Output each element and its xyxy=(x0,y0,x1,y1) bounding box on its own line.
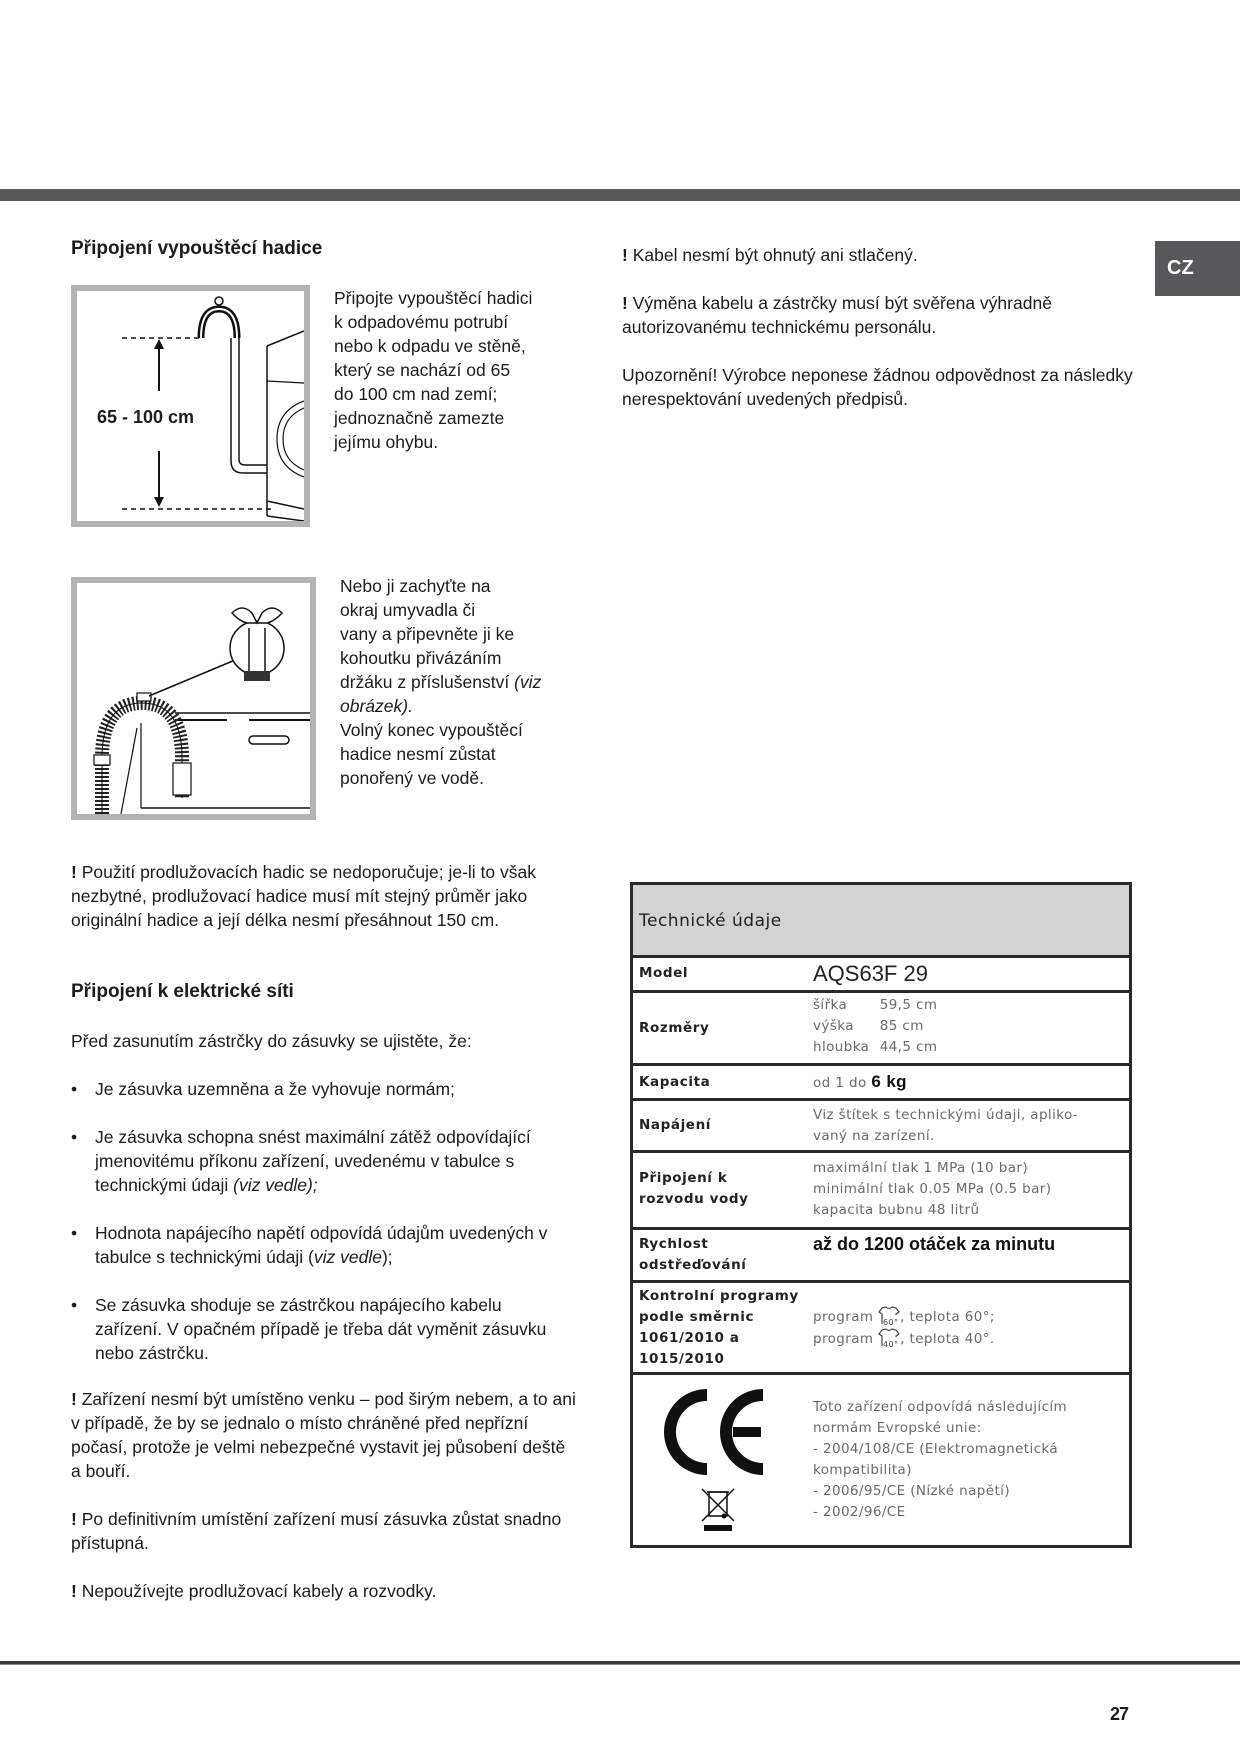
manufacturer-warning: Upozornění! Výrobce neponese žádnou odpovědnost za následky nerespektování uvedených předpisů. xyxy=(622,365,1133,409)
spin-value: až do 1200 otáček za minutu xyxy=(813,1234,1056,1254)
dim-value: 44,5 cm xyxy=(879,1039,938,1055)
text-line: Volný konec vypouštěcí xyxy=(340,720,523,740)
text-line: Připojte vypouštěcí hadici xyxy=(334,288,533,308)
table-row-model xyxy=(633,958,1129,993)
footer-rule xyxy=(0,1661,1240,1665)
exclamation-icon: ! xyxy=(622,245,628,265)
label-line: Připojení k xyxy=(639,1170,728,1186)
note-text: Výměna kabelu a zástrčky musí být svěřena výhradně autorizovanému technickému personálu. xyxy=(622,293,1052,337)
row-label xyxy=(639,1234,747,1276)
text-line: Nebo ji zachyťte na xyxy=(340,576,491,596)
label-line: rozvodu vody xyxy=(639,1191,749,1207)
dim-name: výška xyxy=(813,1018,854,1034)
drain-instruction-text xyxy=(334,286,532,454)
weee-crossed-bin-icon xyxy=(700,1487,736,1533)
capacity-max: 6 kg xyxy=(871,1072,907,1091)
item-text: ); xyxy=(381,1247,393,1267)
bullet-icon: • xyxy=(71,1079,78,1099)
page-number: 27 xyxy=(1109,1704,1128,1724)
dimension-width xyxy=(813,995,937,1016)
cable-bend-note xyxy=(622,243,1142,267)
socket-access-note xyxy=(71,1507,576,1555)
text-line: vany a připevněte ji ke xyxy=(340,624,515,644)
drain-height-figure xyxy=(71,285,310,527)
exclamation-icon: ! xyxy=(71,862,77,882)
program-line xyxy=(813,1328,995,1350)
text-line xyxy=(340,670,541,694)
washing-machine-drain-illustration xyxy=(77,291,304,521)
row-label: Napájení xyxy=(639,1117,712,1133)
shirt-temp-label: 40° xyxy=(883,1340,899,1348)
dim-value: 59,5 cm xyxy=(879,997,938,1013)
no-extension-cable-note xyxy=(71,1579,576,1603)
text-line: ponořený ve vodě. xyxy=(340,768,484,788)
table-row-spin xyxy=(633,1230,1129,1283)
language-tab xyxy=(1155,241,1240,296)
value-line: Toto zařízení odpovídá následujícím xyxy=(813,1399,1068,1415)
top-bar xyxy=(0,189,1240,201)
table-row-capacity xyxy=(633,1066,1129,1101)
italic-ref: (viz xyxy=(514,672,542,692)
program-line xyxy=(813,1306,995,1328)
text-line: nebo k odpadu ve stěně, xyxy=(334,336,526,356)
text-span: držáku z příslušenství xyxy=(340,672,510,692)
text-line: jednoznačně zamezte xyxy=(334,408,505,428)
program-suffix: , teplota 40°. xyxy=(900,1331,995,1347)
bullet-icon: • xyxy=(71,1223,78,1243)
checklist-item xyxy=(71,1221,571,1269)
row-label: Rozměry xyxy=(639,1020,710,1036)
row-label: Kapacita xyxy=(639,1074,711,1090)
electric-heading: Připojení k elektrické síti xyxy=(71,981,294,1002)
italic-ref: obrázek). xyxy=(340,696,413,716)
label-line: 1015/2010 xyxy=(639,1351,725,1367)
table-row-power xyxy=(633,1101,1129,1153)
label-line: 1061/2010 a xyxy=(639,1330,740,1346)
dimensions-values xyxy=(813,995,937,1058)
row-label xyxy=(639,1286,799,1370)
table-row-water xyxy=(633,1153,1129,1230)
value-line: Viz štítek s technickými údaji, apliko- xyxy=(813,1107,1079,1123)
note-text: Kabel nesmí být ohnutý ani stlačený. xyxy=(632,245,918,265)
technical-data-table xyxy=(630,882,1132,1548)
italic-ref: viz vedle xyxy=(313,1247,382,1267)
text-line xyxy=(340,694,541,718)
value-line: maximální tlak 1 MPa (10 bar) xyxy=(813,1160,1028,1176)
text-line: do 100 cm nad zemí; xyxy=(334,384,498,404)
table-row-compliance xyxy=(633,1375,1129,1545)
dim-name: hloubka xyxy=(813,1039,870,1055)
shirt-temp-label: 60° xyxy=(883,1318,899,1326)
extension-hose-note xyxy=(71,860,571,932)
value-line: kompatibilita) xyxy=(813,1462,912,1478)
exclamation-icon: ! xyxy=(622,293,628,313)
sink-instruction-text xyxy=(340,574,541,790)
cable-replacement-note xyxy=(622,291,1142,339)
ce-mark-icon xyxy=(663,1387,773,1477)
item-text: Je zásuvka uzemněna a že vyhovuje normám; xyxy=(95,1079,455,1099)
text-line: který se nachází od 65 xyxy=(334,360,511,380)
value-line: kapacita bubnu 48 litrů xyxy=(813,1202,980,1218)
exclamation-icon: ! xyxy=(71,1389,77,1409)
water-value xyxy=(813,1158,1051,1221)
cotton-shirt-icon xyxy=(878,1306,900,1326)
electric-checklist xyxy=(71,1077,571,1389)
value-line: - 2004/108/CE (Elektromagnetická xyxy=(813,1441,1059,1457)
program-prefix: program xyxy=(813,1309,874,1325)
item-text: Se zásuvka shoduje se zástrčkou napájecího kabelu zařízení. V opačném případě je třeba dát vyměnit zásuvku nebo zástrčku. xyxy=(95,1295,547,1363)
model-value: AQS63F 29 xyxy=(813,961,928,986)
text-line: jejímu ohybu. xyxy=(334,432,439,452)
checklist-item xyxy=(71,1077,571,1101)
bullet-icon: • xyxy=(71,1127,78,1147)
dimension-depth xyxy=(813,1037,937,1058)
note-text: Nepoužívejte prodlužovací kabely a rozvodky. xyxy=(81,1581,437,1601)
dim-name: šířka xyxy=(813,997,848,1013)
label-line: odstřeďování xyxy=(639,1257,747,1273)
dimension-height xyxy=(813,1016,937,1037)
bullet-icon: • xyxy=(71,1295,78,1315)
text-line: okraj umyvadla či xyxy=(340,600,476,620)
exclamation-icon: ! xyxy=(71,1581,77,1601)
program-prefix: program xyxy=(813,1331,874,1347)
label-line: Kontrolní programy xyxy=(639,1288,799,1304)
text-line: kohoutku přivázáním xyxy=(340,648,502,668)
table-row-dimensions xyxy=(633,993,1129,1066)
exclamation-icon: ! xyxy=(71,1509,77,1529)
sink-faucet-illustration xyxy=(77,583,310,814)
item-text: Hodnota napájecího napětí odpovídá údajům uvedených v tabulce s technickými údaji ( xyxy=(95,1223,548,1267)
capacity-prefix: od 1 do xyxy=(813,1075,867,1091)
label-line: Rychlost xyxy=(639,1236,709,1252)
table-header xyxy=(633,885,1129,958)
label-line: podle směrnic xyxy=(639,1309,755,1325)
note-text: Použití prodlužovacích hadic se nedoporučuje; je-li to však nezbytné, prodlužovací hadice musí mít stejný průměr jako originální hadice a její délka nesmí přesáhnout 150 cm. xyxy=(71,862,536,930)
value-line: vaný na zarízení. xyxy=(813,1128,935,1144)
row-label: Model xyxy=(639,965,689,981)
compliance-text xyxy=(813,1397,1067,1523)
text-line: k odpadovému potrubí xyxy=(334,312,509,332)
item-text: Je zásuvka schopna snést maximální zátěž odpovídající jmenovitému příkonu zařízení, uvedenému v tabulce s technickými údaji xyxy=(95,1127,531,1195)
checklist-item xyxy=(71,1293,571,1365)
drain-hose-heading: Připojení vypouštěcí hadice xyxy=(71,238,323,259)
outdoor-warning xyxy=(71,1387,576,1483)
program-suffix: , teplota 60°; xyxy=(900,1309,995,1325)
electric-intro: Před zasunutím zástrčky do zásuvky se ujistěte, že: xyxy=(71,1031,472,1051)
dim-value: 85 cm xyxy=(879,1018,924,1034)
text-line: hadice nesmí zůstat xyxy=(340,744,496,764)
cotton-shirt-icon xyxy=(878,1328,900,1348)
programs-value xyxy=(813,1306,995,1350)
capacity-value xyxy=(813,1071,907,1094)
table-row-programs xyxy=(633,1283,1129,1375)
height-range-label: 65 - 100 cm xyxy=(97,407,195,427)
italic-ref: (viz vedle); xyxy=(233,1175,318,1195)
note-text: Po definitivním umístění zařízení musí zásuvka zůstat snadno přístupná. xyxy=(71,1509,562,1553)
language-tab-label: CZ xyxy=(1167,257,1194,279)
value-line: minimální tlak 0.05 MPa (0.5 bar) xyxy=(813,1181,1052,1197)
note-text: Zařízení nesmí být umístěno venku – pod širým nebem, a to ani v případě, že by se jednalo o místo chráněné před nepřízní počasí, protože je velmi nebezpečné vystavit jej působení deště a bouří. xyxy=(71,1389,576,1481)
table-title: Technické údaje xyxy=(639,911,782,931)
sink-hose-figure xyxy=(71,577,316,820)
value-line: - 2006/95/CE (Nízké napětí) xyxy=(813,1483,1010,1499)
checklist-item xyxy=(71,1125,571,1197)
power-value xyxy=(813,1105,1078,1147)
value-line: normám Evropské unie: xyxy=(813,1420,982,1436)
value-line: - 2002/96/CE xyxy=(813,1504,906,1520)
row-label xyxy=(639,1168,749,1210)
